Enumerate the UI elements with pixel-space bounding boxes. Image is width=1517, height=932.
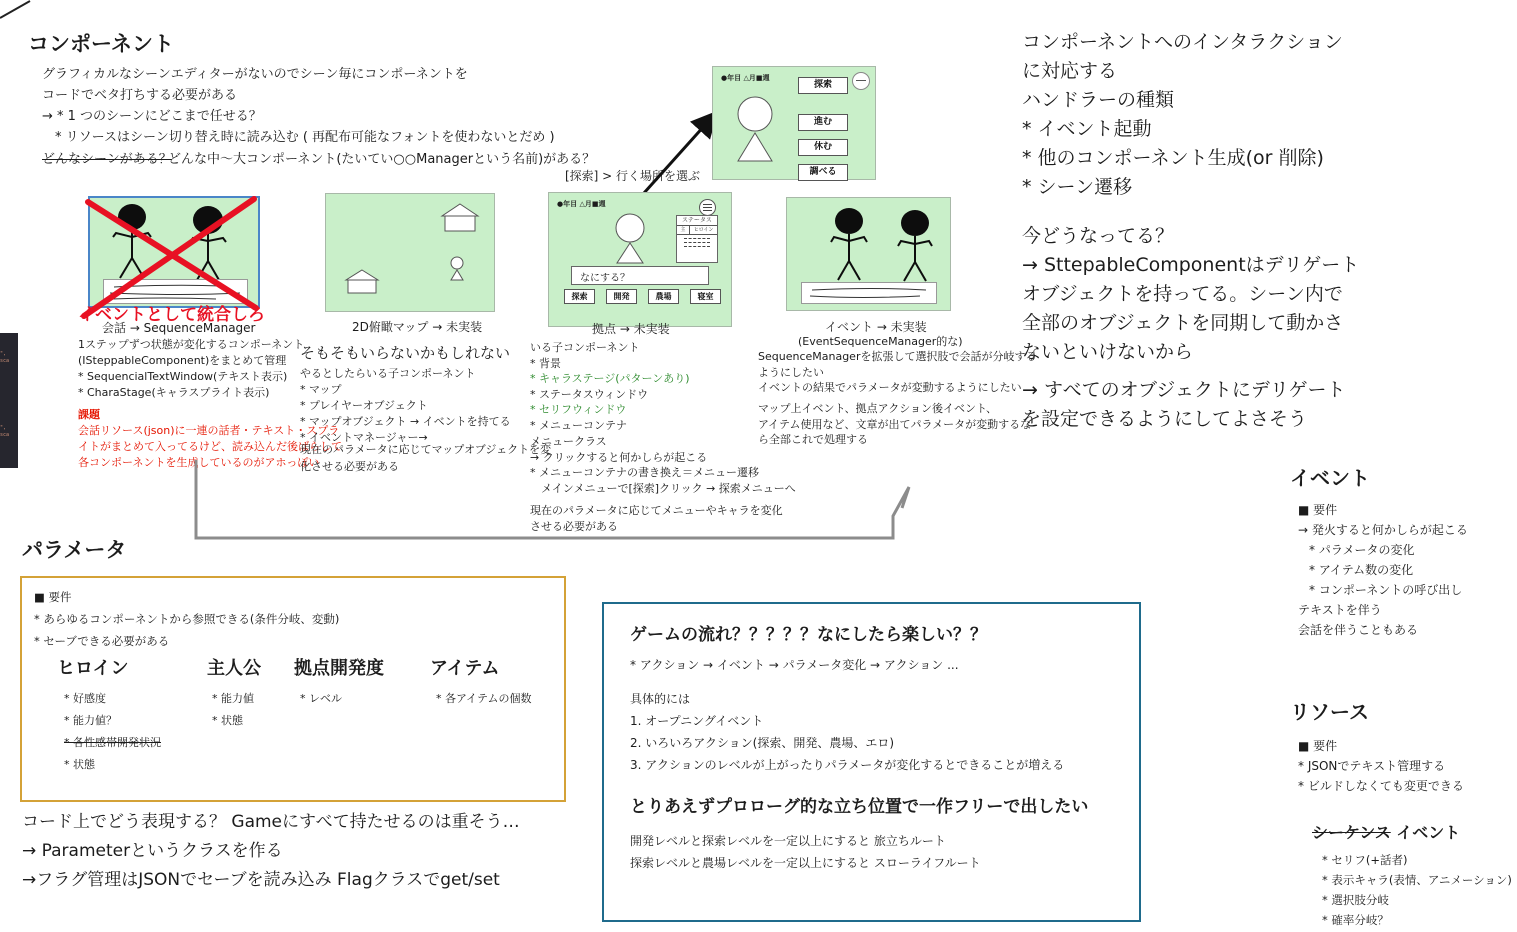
param-group-items: アイテム bbox=[430, 658, 500, 679]
text-line: * 各性感帯開発状況 bbox=[64, 736, 161, 749]
text-line: を設定できるようにしてよさそう bbox=[1022, 408, 1308, 430]
param-group-heroine-items bbox=[64, 688, 161, 776]
components-intro bbox=[42, 64, 555, 148]
prompt-box bbox=[571, 266, 709, 285]
param-group-heroine: ヒロイン bbox=[57, 658, 129, 679]
sequence-title-rest: イベント bbox=[1390, 823, 1461, 842]
explore-hint: [探索] > 行く場所を選ぶ bbox=[565, 169, 701, 183]
text-line: * メニューコンテナ bbox=[530, 418, 627, 432]
event-desc bbox=[758, 349, 1036, 396]
text-line: * SequencialTextWindow(テキスト表示) bbox=[78, 370, 288, 383]
kaiwa-desc bbox=[78, 337, 304, 401]
event-note bbox=[758, 401, 1031, 448]
text-line: 化させる必要がある bbox=[300, 460, 399, 473]
kaiwa-caption: 会話 → SequenceManager bbox=[102, 321, 256, 335]
scribble-lines bbox=[802, 283, 936, 303]
date-label: ●年目 △月■週 bbox=[721, 74, 770, 82]
text-line: グラフィカルなシーンエディターがないのでシーン毎にコンポーネントを bbox=[42, 67, 468, 82]
player-icon bbox=[607, 213, 653, 265]
text-line: 今どうなってる？ bbox=[1022, 225, 1175, 247]
sequence-title-struck: シーケンス bbox=[1312, 823, 1391, 842]
mock-button[interactable]: 休む bbox=[798, 139, 848, 156]
text-line: イトがまとめて入ってるけど、読み込んだ後ばらして bbox=[78, 440, 342, 453]
param-group-base: 拠点開発度 bbox=[294, 658, 384, 679]
parameters-notes bbox=[22, 808, 520, 895]
status-title: ステータス bbox=[677, 216, 717, 226]
text-line: コード上でどう表現する？ Gameにすべて持たせるのは重そう… bbox=[22, 812, 520, 832]
text-line: * 能力値？ bbox=[64, 714, 117, 727]
text-line: * セーブできる必要がある bbox=[34, 634, 170, 648]
text-line: * レベル bbox=[300, 692, 342, 705]
date-label: ●年目 △月■週 bbox=[557, 200, 606, 208]
code-fragment: ", sca bbox=[0, 425, 10, 438]
status-dash bbox=[684, 246, 710, 247]
text-line: * 状態 bbox=[212, 714, 243, 727]
sequence-section-title bbox=[1312, 820, 1460, 843]
text-line: * 選択肢分岐 bbox=[1322, 893, 1389, 907]
map-mockup bbox=[325, 193, 495, 312]
text-line: させる必要がある bbox=[530, 519, 618, 533]
question-scenes: どんなシーンがある？ bbox=[42, 152, 172, 167]
kaiwa-overlay-note: イベントとして統合しろ bbox=[78, 305, 265, 325]
hamburger-icon[interactable] bbox=[699, 199, 716, 216]
text-line: メニュークラス bbox=[530, 435, 607, 448]
text-line: * リソースはシーン切り替え時に読み込む ( 再配布可能なフォントを使わないとだめ ) bbox=[42, 130, 555, 145]
parameters-title: パラメータ bbox=[22, 538, 127, 562]
text-line: やるとしたらいる子コンポーネント bbox=[300, 367, 476, 380]
map-headline: そもそもいらないかもしれない bbox=[300, 344, 511, 362]
mock-button[interactable]: 探索 bbox=[798, 77, 848, 94]
text-line: メインメニューで[探索]クリック → 探索メニューへ bbox=[530, 481, 796, 495]
text-line: コードでベタ打ちする必要がある bbox=[42, 88, 238, 103]
event-caption: イベント → 未実装 bbox=[825, 320, 927, 334]
flow-loop: * アクション → イベント → パラメータ変化 → アクション ... bbox=[630, 658, 959, 672]
text-line: 全部のオブジェクトを同期して動かさ bbox=[1022, 312, 1344, 334]
text-line: * コンポーネントの呼び出し bbox=[1309, 583, 1463, 597]
text-line: 3. アクションのレベルが上がったりパラメータが変化するとできることが増える bbox=[630, 758, 1065, 772]
event-subcaption: (EventSequenceManager的な) bbox=[798, 335, 963, 348]
code-fragment: ", sca bbox=[0, 351, 10, 364]
mock-button[interactable]: 開発 bbox=[606, 289, 637, 304]
text-line: * 表示キャラ(表情、アニメーション) bbox=[1322, 873, 1512, 887]
text-line: * マップ bbox=[300, 383, 342, 396]
text-line: * プレイヤーオブジェクト bbox=[300, 399, 428, 412]
status-dash bbox=[684, 242, 710, 243]
text-line: に対応する bbox=[1022, 60, 1118, 82]
flow-goal: とりあえずプロローグ的な立ち位置で一作フリーで出したい bbox=[630, 797, 1089, 817]
text-line: ないといけないから bbox=[1022, 341, 1194, 363]
text-line: 会話リソース(json)に一連の話者・テキスト・スプラ bbox=[78, 424, 340, 437]
param-group-items-items bbox=[436, 688, 531, 710]
text-line: * イベントマネージャー→ bbox=[300, 431, 428, 444]
stick-figure bbox=[887, 208, 945, 286]
kyoten-mockup bbox=[548, 192, 732, 327]
player-icon bbox=[725, 95, 785, 165]
text-line: * ステータスウィンドウ bbox=[530, 387, 649, 401]
text-line: * キャラステージ(パターンあり) bbox=[530, 372, 690, 385]
text-line: ■ 要件 bbox=[1298, 739, 1338, 753]
components-title: コンポーネント bbox=[28, 32, 174, 56]
text-line: SequenceManagerを拡張して選択肢で会話が分岐する bbox=[758, 350, 1037, 363]
text-line: * 能力値 bbox=[212, 692, 254, 705]
player-icon bbox=[448, 256, 466, 282]
text-line: 2. いろいろアクション(探索、開発、農場、エロ) bbox=[630, 736, 895, 750]
text-line: マップ上イベント、拠点アクション後イベント、 bbox=[758, 402, 998, 415]
text-line: 具体的には bbox=[630, 692, 691, 706]
mock-button[interactable]: 進む bbox=[798, 114, 848, 131]
text-line: ■ 要件 bbox=[1298, 503, 1338, 517]
map-caption: 2D俯瞰マップ → 未実装 bbox=[352, 320, 483, 334]
text-line: * パラメータの変化 bbox=[1309, 543, 1415, 557]
game-flow-box bbox=[602, 602, 1141, 922]
status-panel bbox=[676, 215, 718, 263]
text-line: → すべてのオブジェクトにデリゲート bbox=[1022, 379, 1346, 401]
kyoten-desc bbox=[530, 340, 690, 433]
text-line: ようにしたい bbox=[758, 365, 824, 379]
minimize-icon[interactable] bbox=[852, 72, 870, 90]
text-line: 1ステップずつ状態が変化するコンポーネント bbox=[78, 338, 305, 351]
handlers-block bbox=[1022, 28, 1343, 202]
house-icon bbox=[440, 202, 480, 234]
event-section-title: イベント bbox=[1290, 466, 1370, 490]
stick-figure bbox=[821, 206, 879, 284]
text-line: ハンドラーの種類 bbox=[1022, 89, 1175, 111]
dialogue-textbox bbox=[801, 282, 937, 304]
text-line: * JSONでテキスト管理する bbox=[1298, 759, 1446, 773]
text-line: 会話を伴うこともある bbox=[1298, 623, 1419, 637]
mock-button[interactable]: 寝室 bbox=[690, 289, 721, 304]
mock-button[interactable]: 農場 bbox=[648, 289, 679, 304]
text-line: * イベント起動 bbox=[1022, 118, 1152, 140]
kaiwa-issue-title: 課題 bbox=[78, 408, 100, 421]
text-line: * 他のコンポーネント生成(or 削除) bbox=[1022, 147, 1324, 169]
text-line: ■ 要件 bbox=[34, 590, 72, 604]
text-line: * 各アイテムの個数 bbox=[436, 692, 532, 705]
text-line: * マップオブジェクト → イベントを持てる bbox=[300, 415, 511, 428]
connector-line bbox=[180, 450, 940, 550]
resource-section-title: リソース bbox=[1290, 700, 1369, 724]
text-line: コンポーネントへのインタラクション bbox=[1022, 31, 1343, 53]
kyoten-menu-buttons bbox=[564, 289, 721, 304]
code-editor-strip bbox=[0, 333, 18, 468]
question-managers: どんな中～大コンポーネント(たいてい○○Managerという名前)がある？ bbox=[168, 152, 596, 167]
sequence-section-lines bbox=[1322, 850, 1512, 930]
parameters-box bbox=[20, 576, 566, 802]
handlers-current bbox=[1022, 222, 1359, 367]
text-line: * 状態 bbox=[64, 758, 95, 771]
kyoten-caption: 拠点 → 未実装 bbox=[592, 322, 670, 336]
param-group-protagonist-items bbox=[212, 688, 254, 732]
house-icon bbox=[344, 268, 380, 296]
explore-buttons bbox=[798, 77, 848, 181]
flow-steps bbox=[630, 688, 1064, 776]
parameters-requirements bbox=[34, 586, 339, 652]
text-line: →フラグ管理はJSONでセーブを読み込み Flagクラスでget/set bbox=[22, 870, 500, 890]
prompt-text: なにする？ bbox=[580, 273, 630, 284]
text-line: オブジェクトを持ってる。シーン内で bbox=[1022, 283, 1343, 305]
text-line: * アイテム数の変化 bbox=[1309, 563, 1414, 577]
text-line: * メニューコンテナの書き換え＝メニュー遷移 bbox=[530, 466, 759, 479]
text-line: 探索レベルと農場レベルを一定以上にすると スローライフルート bbox=[630, 856, 981, 870]
text-line: テキストを伴う bbox=[1298, 603, 1382, 617]
mock-button[interactable]: 調べる bbox=[798, 164, 848, 181]
flow-title: ゲームの流れ？？？？？なにしたら楽しい？？ bbox=[630, 625, 987, 645]
text-line: * セリフ(+話者) bbox=[1322, 853, 1408, 867]
param-group-protagonist: 主人公 bbox=[207, 658, 261, 679]
text-line: * 確率分岐？ bbox=[1322, 913, 1389, 927]
text-line: * シーン遷移 bbox=[1022, 176, 1133, 198]
event-mockup bbox=[786, 197, 951, 311]
text-line: 現在のパラメータに応じてメニューやキャラを変化 bbox=[530, 504, 783, 517]
param-group-base-items bbox=[300, 688, 342, 710]
explore-window-mockup bbox=[712, 66, 876, 180]
stray-stroke bbox=[0, 0, 34, 20]
text-line: → クリックすると何かしらが起こる bbox=[530, 450, 708, 464]
text-line: → Parameterというクラスを作る bbox=[22, 841, 283, 861]
map-desc bbox=[300, 366, 511, 446]
text-line: * 好感度 bbox=[64, 692, 106, 705]
text-line: * 背景 bbox=[530, 356, 561, 370]
text-line: → * 1 つのシーンにどこまで任せる？ bbox=[42, 109, 262, 124]
text-line: * セリフウィンドウ bbox=[530, 403, 627, 416]
text-line: 各コンポーネントを生成しているのがアホっぽい bbox=[78, 456, 320, 469]
status-col-main: 主 bbox=[677, 226, 690, 234]
text-line: → 発火すると何かしらが起こる bbox=[1298, 523, 1468, 537]
event-section-lines bbox=[1298, 500, 1468, 640]
text-line: * ビルドしなくても変更できる bbox=[1298, 779, 1464, 793]
text-line: アイテム使用など、文章が出てパラメータが変動するな bbox=[758, 417, 1032, 431]
mock-button[interactable]: 探索 bbox=[564, 289, 595, 304]
text-line: イベントの結果でパラメータが変動するようにしたい bbox=[758, 381, 1022, 394]
text-line: 1. オープニングイベント bbox=[630, 714, 764, 728]
status-dash bbox=[684, 238, 710, 239]
text-line: 開発レベルと探索レベルを一定以上にすると 旅立ちルート bbox=[630, 834, 946, 848]
text-line: いる子コンポーネント bbox=[530, 341, 640, 354]
text-line: ら全部これで処理する bbox=[758, 433, 868, 446]
resource-section-lines bbox=[1298, 736, 1464, 796]
text-line: * あらゆるコンポーネントから参照できる(条件分岐、変動) bbox=[34, 612, 340, 626]
text-line: 現在のパラメータに応じてマップオブジェクトを変 bbox=[300, 443, 552, 456]
flow-routes bbox=[630, 830, 981, 874]
text-line: (ISteppableComponent)をまとめて管理 bbox=[78, 354, 287, 367]
status-col-heroine: ヒロイン bbox=[693, 227, 714, 233]
handlers-conclusion bbox=[1022, 376, 1346, 434]
text-line: * CharaStage(キャラスプライト表示) bbox=[78, 386, 270, 399]
text-line: → SttepableComponentはデリゲート bbox=[1022, 254, 1360, 276]
